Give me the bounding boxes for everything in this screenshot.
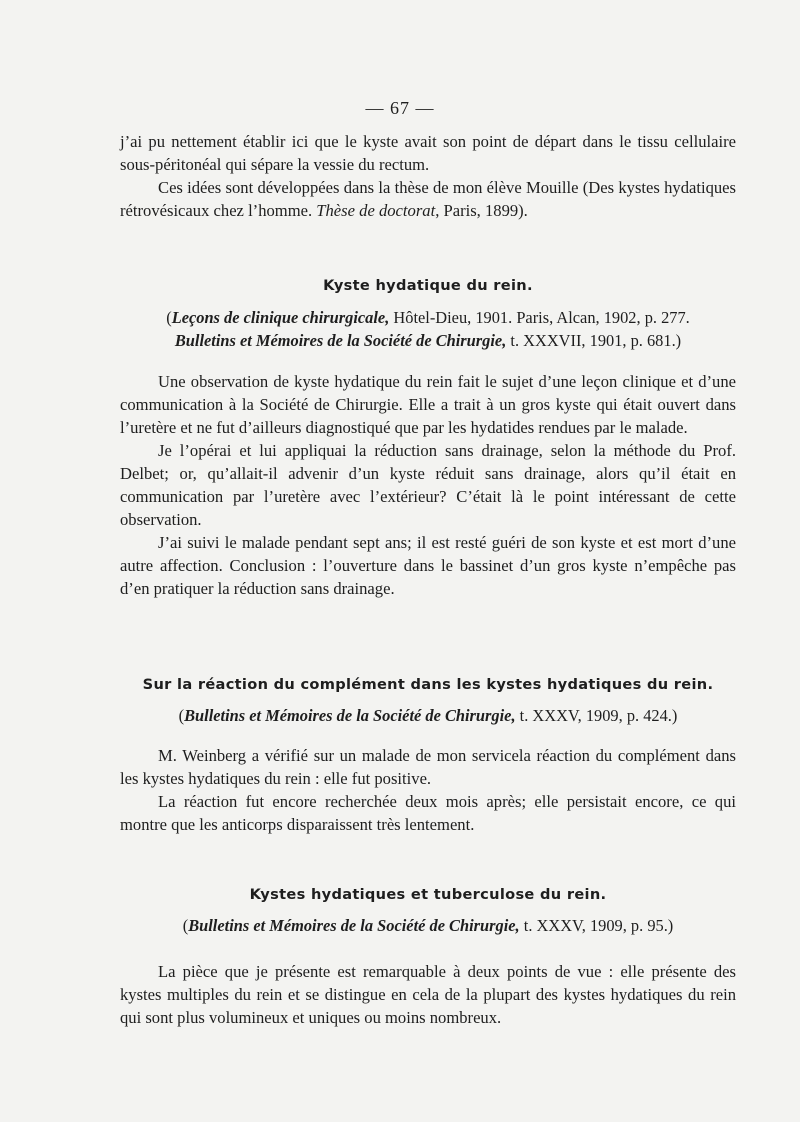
section1-ref2-rest: t. XXXVII, 1901, p. 681.) bbox=[506, 331, 682, 350]
section2-heading-block bbox=[120, 676, 736, 693]
section3-title: Kystes hydatiques et tuberculose du rein. bbox=[249, 886, 607, 903]
section3-ref-line bbox=[120, 914, 736, 937]
intro-paragraph-1: j’ai pu nettement établir ici que le kyste avait son point de départ dans le tissu cellulaire sous-péritonéal qui sépare la vessie du rectum. bbox=[120, 132, 736, 174]
section2-paragraph-1: M. Weinberg a vérifié sur un malade de mon servicela réaction du complément dans les kystes hydatiques du rein : elle fut positive. bbox=[120, 746, 736, 788]
section1-reference bbox=[120, 306, 736, 352]
section1-paragraph-3: J’ai suivi le malade pendant sept ans; il est resté guéri de son kyste et est mort d’une autre affection. Conclusion : l’ouverture dans le bassinet d’un gros kyste n’empêche pas d’en pratiquer la réduction sans drainage. bbox=[120, 533, 736, 598]
section1-paragraph-2: Je l’opérai et lui appliquai la réduction sans drainage, selon la méthode du Prof. Delbet; or, qu’allait-il advenir d’un kyste réduit sans drainage, alors qu’il était en communication par l’uretère avec l’extérieur? C’était là le point intéressant de cette observation. bbox=[120, 441, 736, 529]
section2-ref-title: Bulletins et Mémoires de la Société de Chirurgie, bbox=[184, 706, 516, 725]
section3-ref-open: ( bbox=[182, 916, 189, 935]
section1-body bbox=[120, 370, 736, 600]
section3-paragraph-1: La pièce que je présente est remarquable à deux points de vue : elle présente des kystes multiples du rein et se distingue en cela de la plupart des kystes hydatiques du rein qui sont plus volumineux et uniques ou moins nombreux. bbox=[120, 962, 736, 1027]
section1-title: Kyste hydatique du rein. bbox=[323, 277, 533, 294]
section3-heading-block bbox=[120, 886, 736, 903]
page-number: — 67 — bbox=[365, 98, 435, 118]
intro-paragraph-2-text-c: , Paris, 1899). bbox=[435, 201, 528, 220]
section3-reference bbox=[120, 914, 736, 937]
section1-ref-line-2 bbox=[120, 329, 736, 352]
section1-ref-line-1 bbox=[120, 306, 736, 329]
intro-paragraph-2-text-a: Ces idées sont développées dans la thèse de mon élève Mouille (Des kystes hydatiques rétrovésicaux chez l’homme. bbox=[120, 178, 736, 220]
section1-paragraph-1: Une observation de kyste hydatique du rein fait le sujet d’une leçon clinique et d’une communication à la Société de Chirurgie. Elle a trait à un gros kyste qui était ouvert dans l’uretère et ne fut d’ailleurs diagnostiqué que par les hydatides rendues par le malade. bbox=[120, 372, 736, 437]
section1-ref1-rest: Hôtel-Dieu, 1901. Paris, Alcan, 1902, p. 277. bbox=[389, 308, 690, 327]
section2-ref-open: ( bbox=[178, 706, 185, 725]
section1-ref2-title: Bulletins et Mémoires de la Société de Chirurgie, bbox=[174, 331, 507, 350]
section1-ref1-open: ( bbox=[166, 308, 172, 327]
intro-text bbox=[120, 130, 736, 222]
section2-ref-line bbox=[120, 704, 736, 727]
section2-body bbox=[120, 744, 736, 836]
intro-paragraph-2-title: Thèse de doctorat bbox=[316, 201, 436, 220]
section1-ref1-title: Leçons de clinique chirurgicale, bbox=[171, 308, 390, 327]
section2-reference bbox=[120, 704, 736, 727]
intro-paragraph-2 bbox=[120, 176, 736, 222]
section3-ref-title: Bulletins et Mémoires de la Société de Chirurgie, bbox=[188, 916, 520, 935]
section3-body bbox=[120, 960, 736, 1029]
section2-title: Sur la réaction du complément dans les kystes hydatiques du rein. bbox=[142, 676, 714, 693]
section3-ref-rest: t. XXXV, 1909, p. 95.) bbox=[519, 916, 674, 935]
section2-ref-rest: t. XXXV, 1909, p. 424.) bbox=[515, 706, 678, 725]
section2-paragraph-2: La réaction fut encore recherchée deux mois après; elle persistait encore, ce qui montre que les anticorps disparaissent très lentement. bbox=[120, 792, 736, 834]
section1-heading-block bbox=[120, 277, 736, 294]
